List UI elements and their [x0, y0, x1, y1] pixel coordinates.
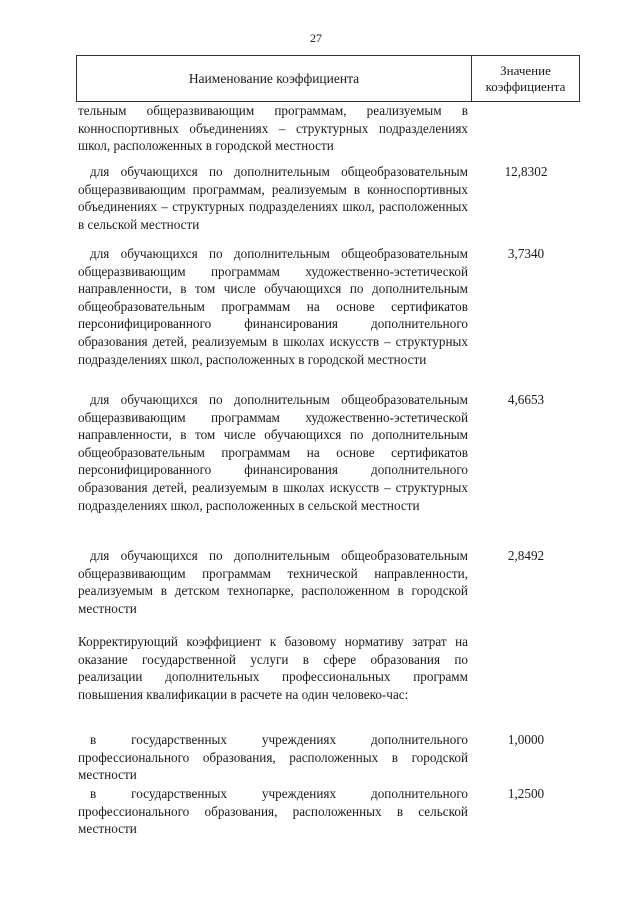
row-description: в государственных учреждениях дополнительного профессионального образования, расположенных в сельской местности	[78, 786, 468, 837]
row-value: 12,8302	[504, 164, 548, 179]
page-number: 27	[310, 31, 322, 45]
row-description: в государственных учреждениях дополнительного профессионального образования, расположенных в городской местности	[78, 732, 468, 783]
column-header-value	[472, 56, 579, 101]
column-header-value-text: Значение коэффициента	[485, 62, 566, 94]
row-description: для обучающихся по дополнительным общеобразовательным общеразвивающим программам, реализуемым в конноспортивных объединениях – структурных подразделениях школ, расположенных в сельской местности	[78, 164, 468, 232]
row-value: 4,6653	[507, 392, 545, 407]
row-value: 3,7340	[507, 246, 545, 261]
row-value: 2,8492	[507, 548, 545, 563]
row-description: для обучающихся по дополнительным общеобразовательным общеразвивающим программам художественно-эстетической направленности, в том числе обучающихся по дополнительным общеобразовательным программам на основе сертификатов персонифицированного финансирования дополнительного образования детей, реализуемым в школах искусств – структурных подразделениях школ, расположенных в городской местности	[78, 246, 468, 367]
row-description: Корректирующий коэффициент к базовому нормативу затрат на оказание государственной услуги в сфере образования по реализации дополнительных профессиональных программ повышения квалификации в расчете на один человеко-час:	[78, 634, 468, 702]
row-value: 1,2500	[507, 786, 545, 801]
row-description: для обучающихся по дополнительным общеобразовательным общеразвивающим программам технической направленности, реализуемым в детском технопарке, расположенном в городской местности	[78, 548, 468, 616]
row-description: тельным общеразвивающим программам, реализуемым в конноспортивных объединениях – структурных подразделениях школ, расположенных в городской местности	[78, 103, 468, 154]
table-header	[76, 55, 580, 102]
row-value: 1,0000	[507, 732, 545, 747]
column-header-name: Наименование коэффициента	[77, 56, 472, 101]
row-description: для обучающихся по дополнительным общеобразовательным общеразвивающим программам художественно-эстетической направленности, в том числе обучающихся по дополнительным общеобразовательным программам на основе сертификатов персонифицированного финансирования дополнительного образования детей, реализуемым в школах искусств – структурных подразделениях школ, расположенных в сельской местности	[78, 392, 468, 513]
